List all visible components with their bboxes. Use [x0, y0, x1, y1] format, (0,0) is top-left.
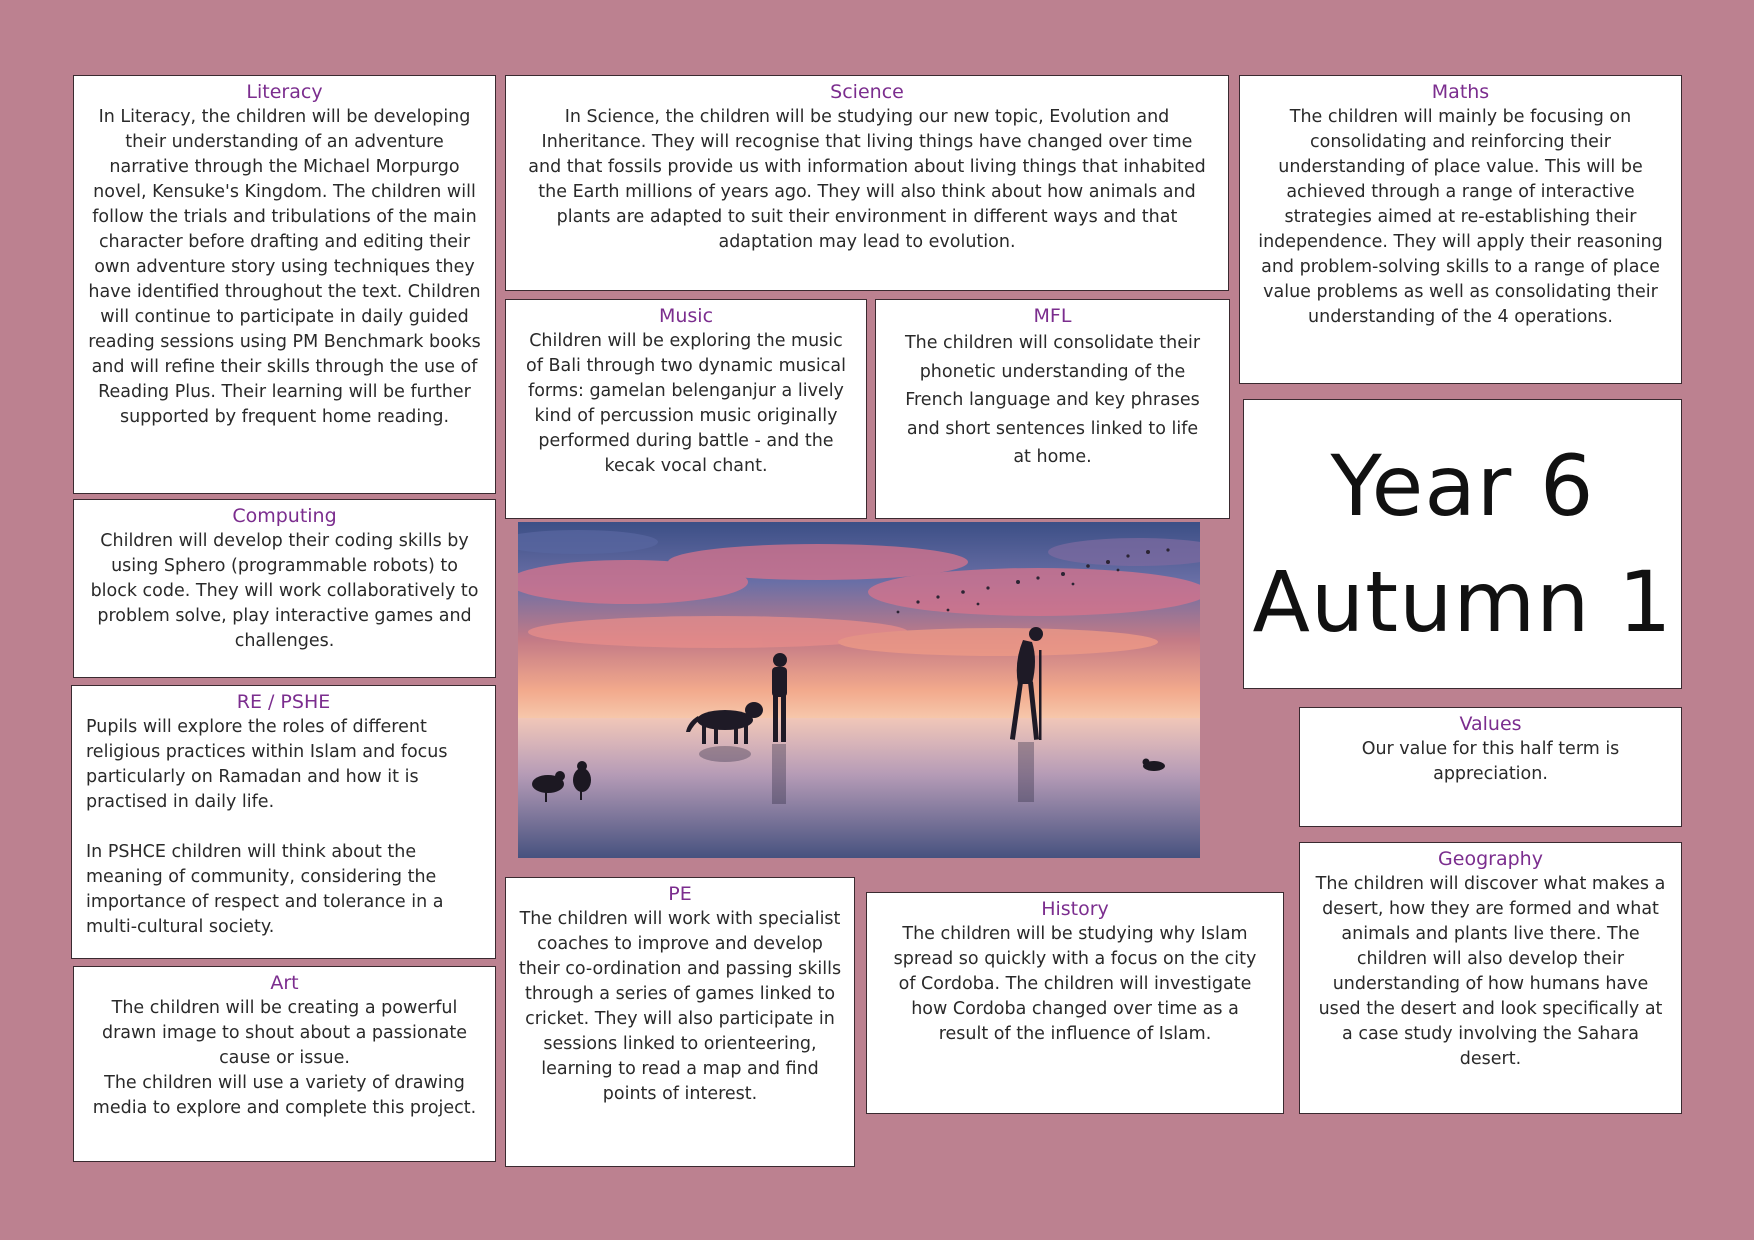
computing-panel	[73, 499, 496, 678]
art-title: Art	[270, 972, 299, 994]
maths-text: The children will mainly be focusing on consolidating and reinforcing their understanding of place value. This will be achieved through a range of interactive strategies aimed at re-establishing their independence. They will apply their reasoning and problem-solving skills to a range of place value problems as well as consolidating their understanding of the 4 operations.	[1258, 107, 1663, 327]
music-text: Children will be exploring the music of Bali through two dynamic musical forms: gamelan belenganjur a lively kind of percussion music originally performed during battle - and the kecak vocal chant.	[526, 331, 846, 476]
re-pshe-panel	[71, 685, 496, 959]
computing-title: Computing	[232, 505, 337, 527]
literacy-title: Literacy	[246, 81, 323, 103]
history-title: History	[1041, 898, 1109, 920]
music-title: Music	[658, 305, 714, 327]
values-text: Our value for this half term is appreciation.	[1361, 739, 1620, 784]
beach-silhouette-photo	[518, 522, 1200, 858]
science-title: Science	[830, 81, 904, 103]
values-title: Values	[1459, 713, 1522, 735]
science-text: In Science, the children will be studying our new topic, Evolution and Inheritance. They will recognise that living things have changed over time and that fossils provide us with information about living things that inhabited the Earth millions of years ago. They will also think about how animals and plants are adapted to suit their environment in different ways and that adaptation may lead to evolution.	[528, 107, 1206, 252]
maths-title: Maths	[1431, 81, 1490, 103]
mfl-panel	[875, 299, 1230, 519]
pe-title: PE	[668, 883, 692, 905]
mfl-text: The children will consolidate their phonetic understanding of the French language and key phrases and short sentences linked to life at home.	[904, 333, 1201, 467]
science-panel	[505, 75, 1229, 291]
maths-panel	[1239, 75, 1682, 384]
music-panel	[505, 299, 867, 519]
mfl-title: MFL	[1033, 305, 1072, 327]
computing-text: Children will develop their coding skills by using Sphero (programmable robots) to block code. They will work collaboratively to problem solve, play interactive games and challenges.	[90, 531, 479, 651]
art-panel	[73, 966, 496, 1162]
history-text: The children will be studying why Islam spread so quickly with a focus on the city of Cordoba. The children will investigate how Cordoba changed over time as a result of the influence of Islam.	[893, 924, 1257, 1044]
year-title: Year 6	[1330, 437, 1595, 535]
geography-text: The children will discover what makes a desert, how they are formed and what animals and plants live there. The children will also develop their understanding of how humans have used the desert and look specifically at a case study involving the Sahara desert.	[1315, 874, 1666, 1069]
pe-panel	[505, 877, 855, 1167]
term-title-panel	[1243, 399, 1682, 689]
term-title: Autumn 1	[1252, 553, 1673, 651]
history-panel	[866, 892, 1284, 1114]
literacy-text: In Literacy, the children will be developing their understanding of an adventure narrative through the Michael Morpurgo novel, Kensuke's Kingdom. The children will follow the trials and tribulations of the main character before drafting and editing their own adventure story using techniques they have identified throughout the text. Children will continue to participate in daily guided reading sessions using PM Benchmark books and will refine their skills through the use of Reading Plus. Their learning will be further supported by frequent home reading.	[88, 107, 481, 427]
art-text: The children will be creating a powerful drawn image to shout about a passionate cause or issue. The children will use a variety of drawing media to explore and complete this project.	[92, 998, 477, 1118]
re-pshe-text: Pupils will explore the roles of different religious practices within Islam and focus particularly on Ramadan and how it is practised in daily life. In PSHCE children will think about the meaning of community, considering the importance of respect and tolerance in a multi-cultural society.	[86, 717, 448, 937]
literacy-panel	[73, 75, 496, 494]
pe-text: The children will work with specialist coaches to improve and develop their co-ordination and passing skills through a series of games linked to cricket. They will also participate in sessions linked to orienteering, learning to read a map and find points of interest.	[518, 909, 842, 1104]
geography-panel	[1299, 842, 1682, 1114]
re-pshe-title: RE / PSHE	[236, 691, 331, 713]
geography-title: Geography	[1438, 848, 1543, 870]
values-panel	[1299, 707, 1682, 827]
